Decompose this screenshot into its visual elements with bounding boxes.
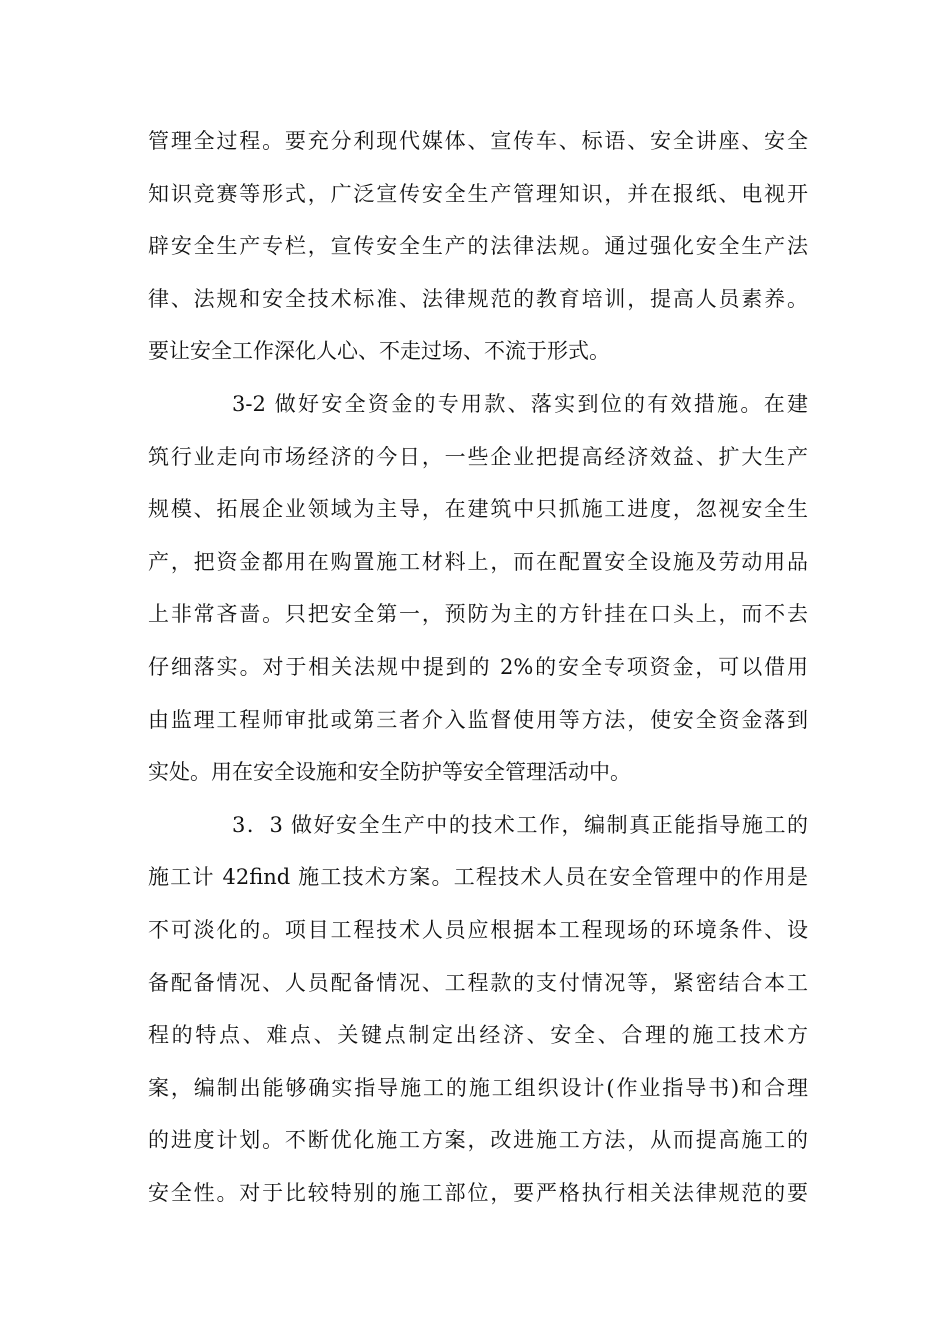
body-text xyxy=(148,115,808,1219)
section-3-2-heading-line: 3-2 做好安全资金的专用款、落实到位的有效措施。在建 xyxy=(232,391,808,416)
text-line-9: 产，把资金都用在购置施工材料上，而在配置安全设施及劳动用品 xyxy=(148,549,808,574)
text-line-4: 律、法规和安全技术标准、法律规范的教育培训，提高人员素养。 xyxy=(148,286,808,311)
text-line-2: 知识竞赛等形式，广泛宣传安全生产管理知识，并在报纸、电视开 xyxy=(148,181,808,206)
text-line-12: 由监理工程师审批或第三者介入监督使用等方法，使安全资金落到 xyxy=(148,707,808,732)
text-line-10: 上非常吝啬。只把安全第一，预防为主的方针挂在口头上，而不去 xyxy=(148,602,808,627)
text-line-16: 不可淡化的。项目工程技术人员应根据本工程现场的环境条件、设 xyxy=(148,917,808,942)
text-line-15: 施工计 42find 施工技术方案。工程技术人员在安全管理中的作用是 xyxy=(148,865,808,890)
text-line-17: 备配备情况、人员配备情况、工程款的支付情况等，紧密结合本工 xyxy=(148,970,808,995)
text-line-13: 实处。用在安全设施和安全防护等安全管理活动中。 xyxy=(148,760,631,785)
text-line-19: 案，编制出能够确实指导施工的施工组织设计(作业指导书)和合理 xyxy=(148,1075,808,1100)
text-line-11: 仔细落实。对于相关法规中提到的 2%的安全专项资金，可以借用 xyxy=(148,654,808,679)
text-line-8: 规模、拓展企业领域为主导，在建筑中只抓施工进度，忽视安全生 xyxy=(148,497,808,522)
text-line-1: 管理全过程。要充分利现代媒体、宣传车、标语、安全讲座、安全 xyxy=(148,129,808,153)
text-line-20: 的进度计划。不断优化施工方案，改进施工方法，从而提高施工的 xyxy=(148,1128,808,1153)
text-line-3: 辟安全生产专栏，宣传安全生产的法律法规。通过强化安全生产法 xyxy=(148,234,808,259)
text-line-5: 要让安全工作深化人心、不走过场、不流于形式。 xyxy=(148,339,610,364)
text-line-7: 筑行业走向市场经济的今日，一些企业把提高经济效益、扩大生产 xyxy=(148,444,808,469)
text-line-18: 程的特点、难点、关键点制定出经济、安全、合理的施工技术方 xyxy=(148,1023,808,1048)
text-line-21: 安全性。对于比较特别的施工部位，要严格执行相关法律规范的要 xyxy=(148,1180,808,1205)
section-3-3-heading-line: 3．3 做好安全生产中的技术工作，编制真正能指导施工的 xyxy=(232,812,808,837)
